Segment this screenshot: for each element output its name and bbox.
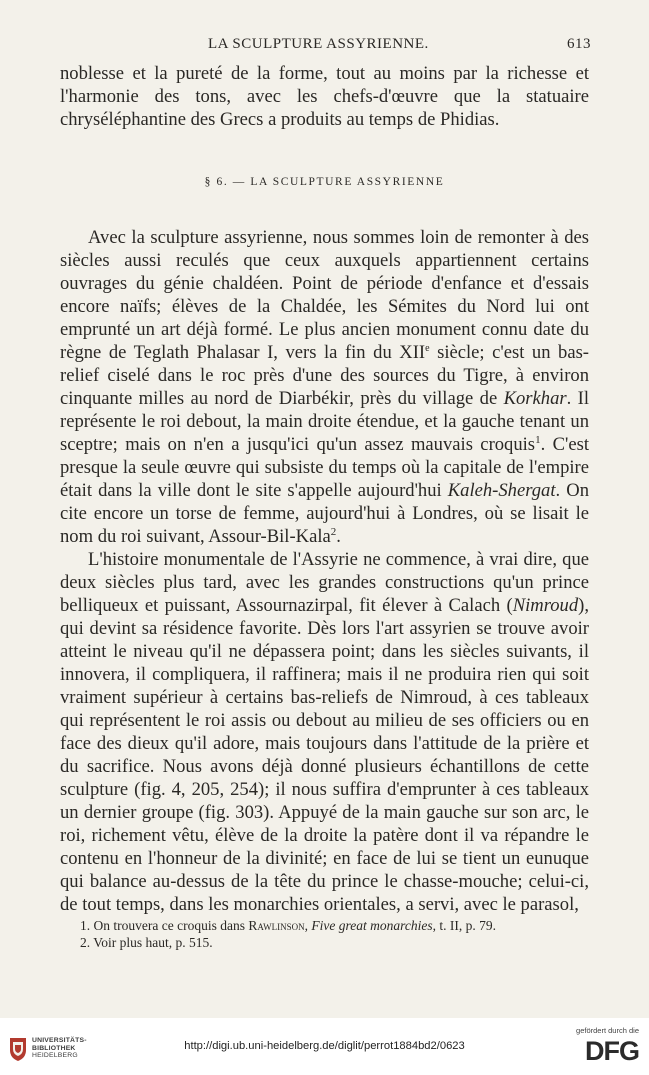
text-run: .	[336, 526, 341, 547]
text-run: . On cite encore un torse de femme, aujourd'hui à Londres, où se lisait le nom du roi suivant, Assour-Bil-Kala	[60, 480, 589, 547]
text-run: Avec la sculpture assyrienne, nous sommes loin de remonter à des siècles aussi reculés que ceux auxquels appartiennent certains ouvrages du génie chaldéen. Point de période d'enfance et d'essais encore naïfs; élèves de la Chaldée, les Sémites du Nord lui ont emprunté un art déjà formé. Le plus ancien monument connu date du règne de Teglath Phalasar I, vers la fin du	[60, 227, 589, 363]
library-line: BIBLIOTHEK	[32, 1044, 76, 1052]
footnote-ref-1: 1	[535, 433, 541, 446]
text-run: . C'est presque la seule œuvre qui subsiste du temps où la capitale de l'empire était dans la ville dont le site s'appelle aujourd'hui	[60, 434, 589, 501]
footnote-text: Voir plus haut, p. 515.	[93, 935, 213, 950]
running-title: LA SCULPTURE ASSYRIENNE.	[208, 36, 429, 52]
footnote-number: 2.	[80, 935, 91, 950]
footnote-text: On trouvera ce croquis dans	[93, 918, 249, 933]
funding-note: gefördert durch die	[576, 1026, 639, 1035]
footnote-number: 1.	[80, 918, 91, 933]
footnote-title: Five great monarchies	[311, 918, 433, 933]
place-name: Kaleh-Shergat	[447, 480, 556, 501]
library-line: UNIVERSITÄTS-	[32, 1037, 87, 1044]
paragraph-continuation: noblesse et la pureté de la forme, tout au moins par la richesse et l'harmonie des tons, avec les chefs-d'œuvre que la statuaire chryséléphantine des Grecs a produits au temps de Phidias.	[60, 63, 589, 130]
text-run: ), qui devint sa résidence favorite. Dès lors l'art assyrien se trouve avoir atteint le niveau qu'il ne dépassera point; dans les siècles suivants, il innovera, il compliquera, il raffinera; mais il ne produira rien qui soit vraiment supérieur à certains bas-reliefs de Nimroud, à ces tableaux qui représentent le roi assis ou debout au milieu de ses officiers ou en face des dieux qu'il adore, mais toujours dans l'attitude de la prière et du sacrifice. Nous avons déjà donné plusieurs échantillons de cette sculpture (fig. 4, 205, 254); il nous suffira d'emprunter à ces tableaux un dernier groupe (fig. 303). Appuyé de la main gauche sur son arc, le roi, richement vêtu, élève de la droite la patère dont il va répandre le contenu en l'honneur de la divinité; en face de lui se tient un eunuque qui balance au-dessus de la tête du prince le chasse-mouche; celui-ci, de tout temps, dans les monarchies orientales, a servi, avec le parasol,	[60, 595, 589, 915]
dfg-logo[interactable]	[569, 1026, 639, 1072]
running-head	[60, 36, 591, 56]
section-heading: § 6. — LA SCULPTURE ASSYRIENNE	[204, 176, 445, 188]
footnote-2	[80, 934, 580, 951]
place-name: Korkhar	[503, 388, 567, 409]
paragraph-assyrian-sculpture	[60, 226, 589, 548]
footnote-1	[80, 917, 580, 934]
library-line: HEIDELBERG	[32, 1052, 78, 1059]
footnote-text: ,	[304, 918, 312, 933]
century-numeral: XII	[399, 342, 426, 363]
footnote-text: , t. II, p. 79.	[432, 918, 496, 933]
century-superscript: e	[425, 342, 430, 354]
footnotes	[80, 917, 580, 951]
text-run: L'histoire monumentale de l'Assyrie ne commence, à vrai dire, que deux siècles plus tard, avec les grandes constructions qu'un prince belliqueux et puissant, Assournazirpal, fit élever à Calach (	[60, 549, 589, 616]
text-run: . Il représente le roi debout, la main droite étendue, et la gauche tenant un sceptre; mais on n'en a jusqu'ici qu'un assez mauvais croquis	[60, 388, 589, 455]
digitization-footer	[0, 1018, 649, 1075]
place-name: Nimroud	[512, 595, 579, 616]
dfg-wordmark: DFG	[585, 1036, 639, 1066]
paragraph-monumental-history	[60, 548, 589, 916]
footnote-author: Rawlinson	[248, 918, 305, 933]
footnote-ref-2: 2	[330, 525, 337, 538]
source-url-link[interactable]: http://digi.ub.uni-heidelberg.de/diglit/perrot1884bd2/0623	[184, 1040, 465, 1052]
text-run: siècle; c'est un bas-relief ciselé dans le roc près d'une des sources du Tigre, à environ cinquante milles au nord de Diarbékir, près du village de	[60, 342, 590, 409]
page-number: 613	[567, 36, 591, 52]
